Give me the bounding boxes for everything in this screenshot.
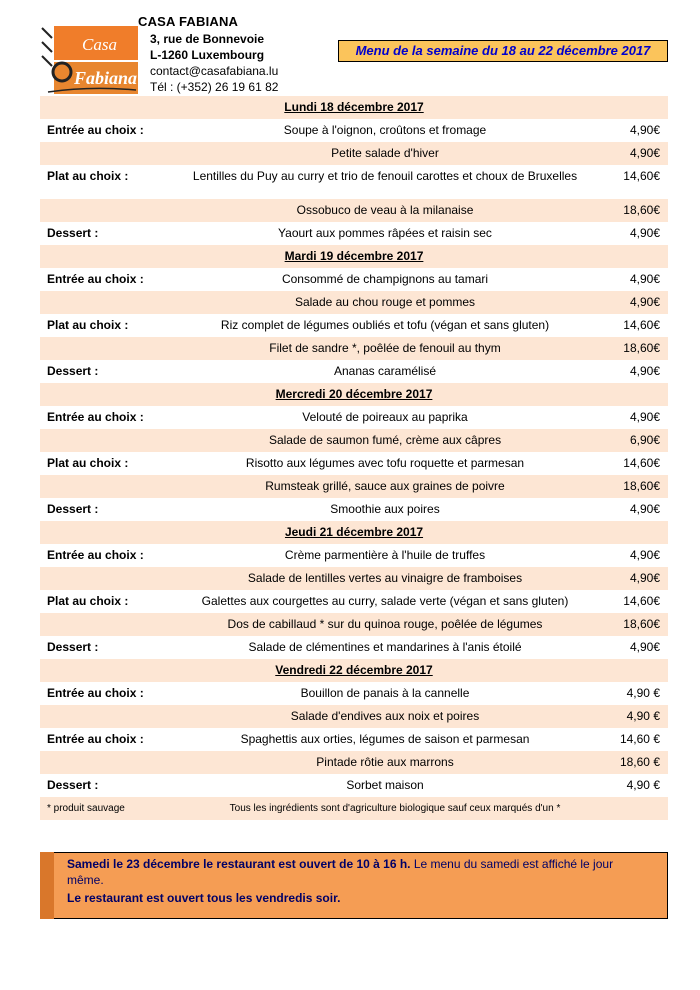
- menu-item-row: [40, 705, 668, 728]
- menu-item-row: [40, 751, 668, 774]
- menu-item-row: [40, 268, 668, 291]
- dish-price: 4,90€: [629, 502, 660, 516]
- logo-text-bottom: Fabiana: [74, 68, 138, 88]
- day-header: [40, 383, 668, 406]
- dish-price: 4,90 €: [626, 686, 660, 700]
- dish-name: Salade au chou rouge et pommes: [294, 295, 476, 309]
- menu-item-row: [40, 337, 668, 360]
- dish-name: Bouillon de panais à la cannelle: [300, 686, 470, 700]
- address-city: L-1260 Luxembourg: [150, 48, 265, 62]
- course-category: Plat au choix :: [47, 169, 129, 183]
- dish-name: Petite salade d'hiver: [331, 146, 439, 160]
- course-category: Dessert :: [47, 226, 99, 240]
- saturday-hours: Samedi le 23 décembre le restaurant est ouvert de 10 à 16 h.: [67, 857, 411, 871]
- course-category: Entrée au choix :: [47, 548, 144, 562]
- dish-price: 18,60€: [623, 617, 660, 631]
- dish-price: 18,60€: [623, 341, 660, 355]
- dish-price: 18,60 €: [619, 755, 660, 769]
- menu-item-row: [40, 360, 668, 383]
- dish-name: Crème parmentière à l'huile de truffes: [284, 548, 486, 562]
- dish-name: Salade d'endives aux noix et poires: [290, 709, 480, 723]
- dish-price: 18,60€: [623, 479, 660, 493]
- menu-item-row: [40, 406, 668, 429]
- dish-price: 4,90€: [629, 571, 660, 585]
- menu-item-row: [40, 613, 668, 636]
- menu-item-row: [40, 142, 668, 165]
- dish-name: Salade de saumon fumé, crème aux câpres: [268, 433, 502, 447]
- menu-item-row: [40, 119, 668, 142]
- restaurant-logo: [40, 20, 140, 95]
- restaurant-name: CASA FABIANA: [138, 14, 239, 29]
- dish-price: 4,90€: [629, 226, 660, 240]
- day-title: Vendredi 22 décembre 2017: [275, 663, 433, 677]
- course-category: Entrée au choix :: [47, 686, 144, 700]
- menu-item-row: [40, 498, 668, 521]
- saturday-menu-note: Le menu du samedi est affiché le jour: [410, 857, 614, 871]
- dish-name: Consommé de champignons au tamari: [281, 272, 489, 286]
- dish-name: Filet de sandre *, poêlée de fenouil au thym: [269, 341, 501, 355]
- dish-price: 4,90€: [629, 272, 660, 286]
- dish-name: Velouté de poireaux au paprika: [302, 410, 468, 424]
- weekly-menu-table: [40, 96, 668, 820]
- dish-price: 4,90€: [629, 364, 660, 378]
- dish-price: 4,90€: [629, 295, 660, 309]
- day-header: [40, 245, 668, 268]
- course-category: Entrée au choix :: [47, 410, 144, 424]
- menu-item-row: [40, 291, 668, 314]
- dish-name: Lentilles du Puy au curry et trio de fenouil carottes et choux de Bruxelles: [192, 169, 578, 183]
- dish-name: Rumsteak grillé, sauce aux graines de poivre: [265, 479, 505, 493]
- course-category: Dessert :: [47, 640, 99, 654]
- dish-name: Salade de lentilles vertes au vinaigre de framboises: [247, 571, 523, 585]
- course-category: Entrée au choix :: [47, 732, 144, 746]
- logo-graphic: [40, 20, 140, 95]
- dish-price: 4,90€: [629, 640, 660, 654]
- dish-name: Ananas caramélisé: [333, 364, 437, 378]
- menu-item-row: [40, 165, 668, 199]
- dish-price: 14,60€: [623, 594, 660, 608]
- dish-price: 4,90€: [629, 410, 660, 424]
- menu-item-row: [40, 774, 668, 797]
- dish-name: Spaghettis aux orties, légumes de saison et parmesan: [240, 732, 530, 746]
- course-category: Entrée au choix :: [47, 272, 144, 286]
- address-street: 3, rue de Bonnevoie: [150, 32, 265, 46]
- dish-price: 14,60€: [623, 169, 660, 183]
- contact-phone: Tél : (+352) 26 19 61 82: [150, 80, 279, 94]
- dish-name: Pintade rôtie aux marrons: [316, 755, 454, 769]
- menu-item-row: [40, 728, 668, 751]
- friday-evening-note: Le restaurant est ouvert tous les vendredis soir.: [67, 891, 341, 905]
- week-menu-title: Menu de la semaine du 18 au 22 décembre 2017: [338, 40, 668, 62]
- dish-price: 14,60€: [623, 318, 660, 332]
- course-category: Dessert :: [47, 502, 99, 516]
- wild-product-note: * produit sauvage: [47, 803, 125, 814]
- course-category: Plat au choix :: [47, 318, 129, 332]
- course-category: Dessert :: [47, 364, 99, 378]
- menu-item-row: [40, 429, 668, 452]
- dish-price: 14,60€: [623, 456, 660, 470]
- menu-item-row: [40, 222, 668, 245]
- course-category: Entrée au choix :: [47, 123, 144, 137]
- dish-price: 4,90 €: [626, 709, 660, 723]
- organic-ingredients-note: Tous les ingrédients sont d'agriculture biologique sauf ceux marqués d'un *: [229, 803, 561, 814]
- menu-item-row: [40, 475, 668, 498]
- day-header: [40, 96, 668, 119]
- dish-name: Dos de cabillaud * sur du quinoa rouge, poêlée de légumes: [227, 617, 543, 631]
- dish-price: 4,90€: [629, 548, 660, 562]
- opening-info-box: [40, 852, 668, 919]
- day-title: Lundi 18 décembre 2017: [284, 100, 424, 114]
- dish-name: Soupe à l'oignon, croûtons et fromage: [283, 123, 487, 137]
- menu-item-row: [40, 590, 668, 613]
- day-title: Mardi 19 décembre 2017: [284, 249, 424, 263]
- menu-item-row: [40, 682, 668, 705]
- dish-price: 18,60€: [623, 203, 660, 217]
- day-header: [40, 659, 668, 682]
- day-header: [40, 521, 668, 544]
- menu-item-row: [40, 636, 668, 659]
- contact-email[interactable]: contact@casafabiana.lu: [150, 64, 279, 78]
- dish-name: Ossobuco de veau à la milanaise: [296, 203, 474, 217]
- dish-name: Yaourt aux pommes râpées et raisin sec: [278, 226, 492, 240]
- menu-item-row: [40, 452, 668, 475]
- course-category: Plat au choix :: [47, 456, 129, 470]
- dish-name: Salade de clémentines et mandarines à l'anis étoilé: [248, 640, 522, 654]
- friday-info: [67, 891, 340, 905]
- logo-text-top: Casa: [82, 35, 117, 54]
- day-title: Mercredi 20 décembre 2017: [275, 387, 433, 401]
- dish-price: 14,60 €: [619, 732, 660, 746]
- day-title: Jeudi 21 décembre 2017: [284, 525, 424, 539]
- course-category: Plat au choix :: [47, 594, 129, 608]
- dish-price: 4,90€: [629, 146, 660, 160]
- dish-name: Sorbet maison: [346, 778, 424, 792]
- menu-item-row: [40, 199, 668, 222]
- dish-price: 4,90€: [629, 123, 660, 137]
- menu-item-row: [40, 544, 668, 567]
- saturday-info: [67, 857, 613, 871]
- footnote-row: [40, 797, 668, 820]
- course-category: Dessert :: [47, 778, 99, 792]
- dish-name: Risotto aux légumes avec tofu roquette et parmesan: [245, 456, 525, 470]
- menu-item-row: [40, 314, 668, 337]
- info-box-accent: [40, 852, 54, 919]
- saturday-info-cont: même.: [67, 873, 104, 887]
- dish-name: Smoothie aux poires: [330, 502, 440, 516]
- dish-name: Riz complet de légumes oubliés et tofu (végan et sans gluten): [220, 318, 550, 332]
- menu-item-row: [40, 567, 668, 590]
- dish-price: 4,90 €: [626, 778, 660, 792]
- dish-name: Galettes aux courgettes au curry, salade verte (végan et sans gluten): [201, 594, 569, 608]
- dish-price: 6,90€: [629, 433, 660, 447]
